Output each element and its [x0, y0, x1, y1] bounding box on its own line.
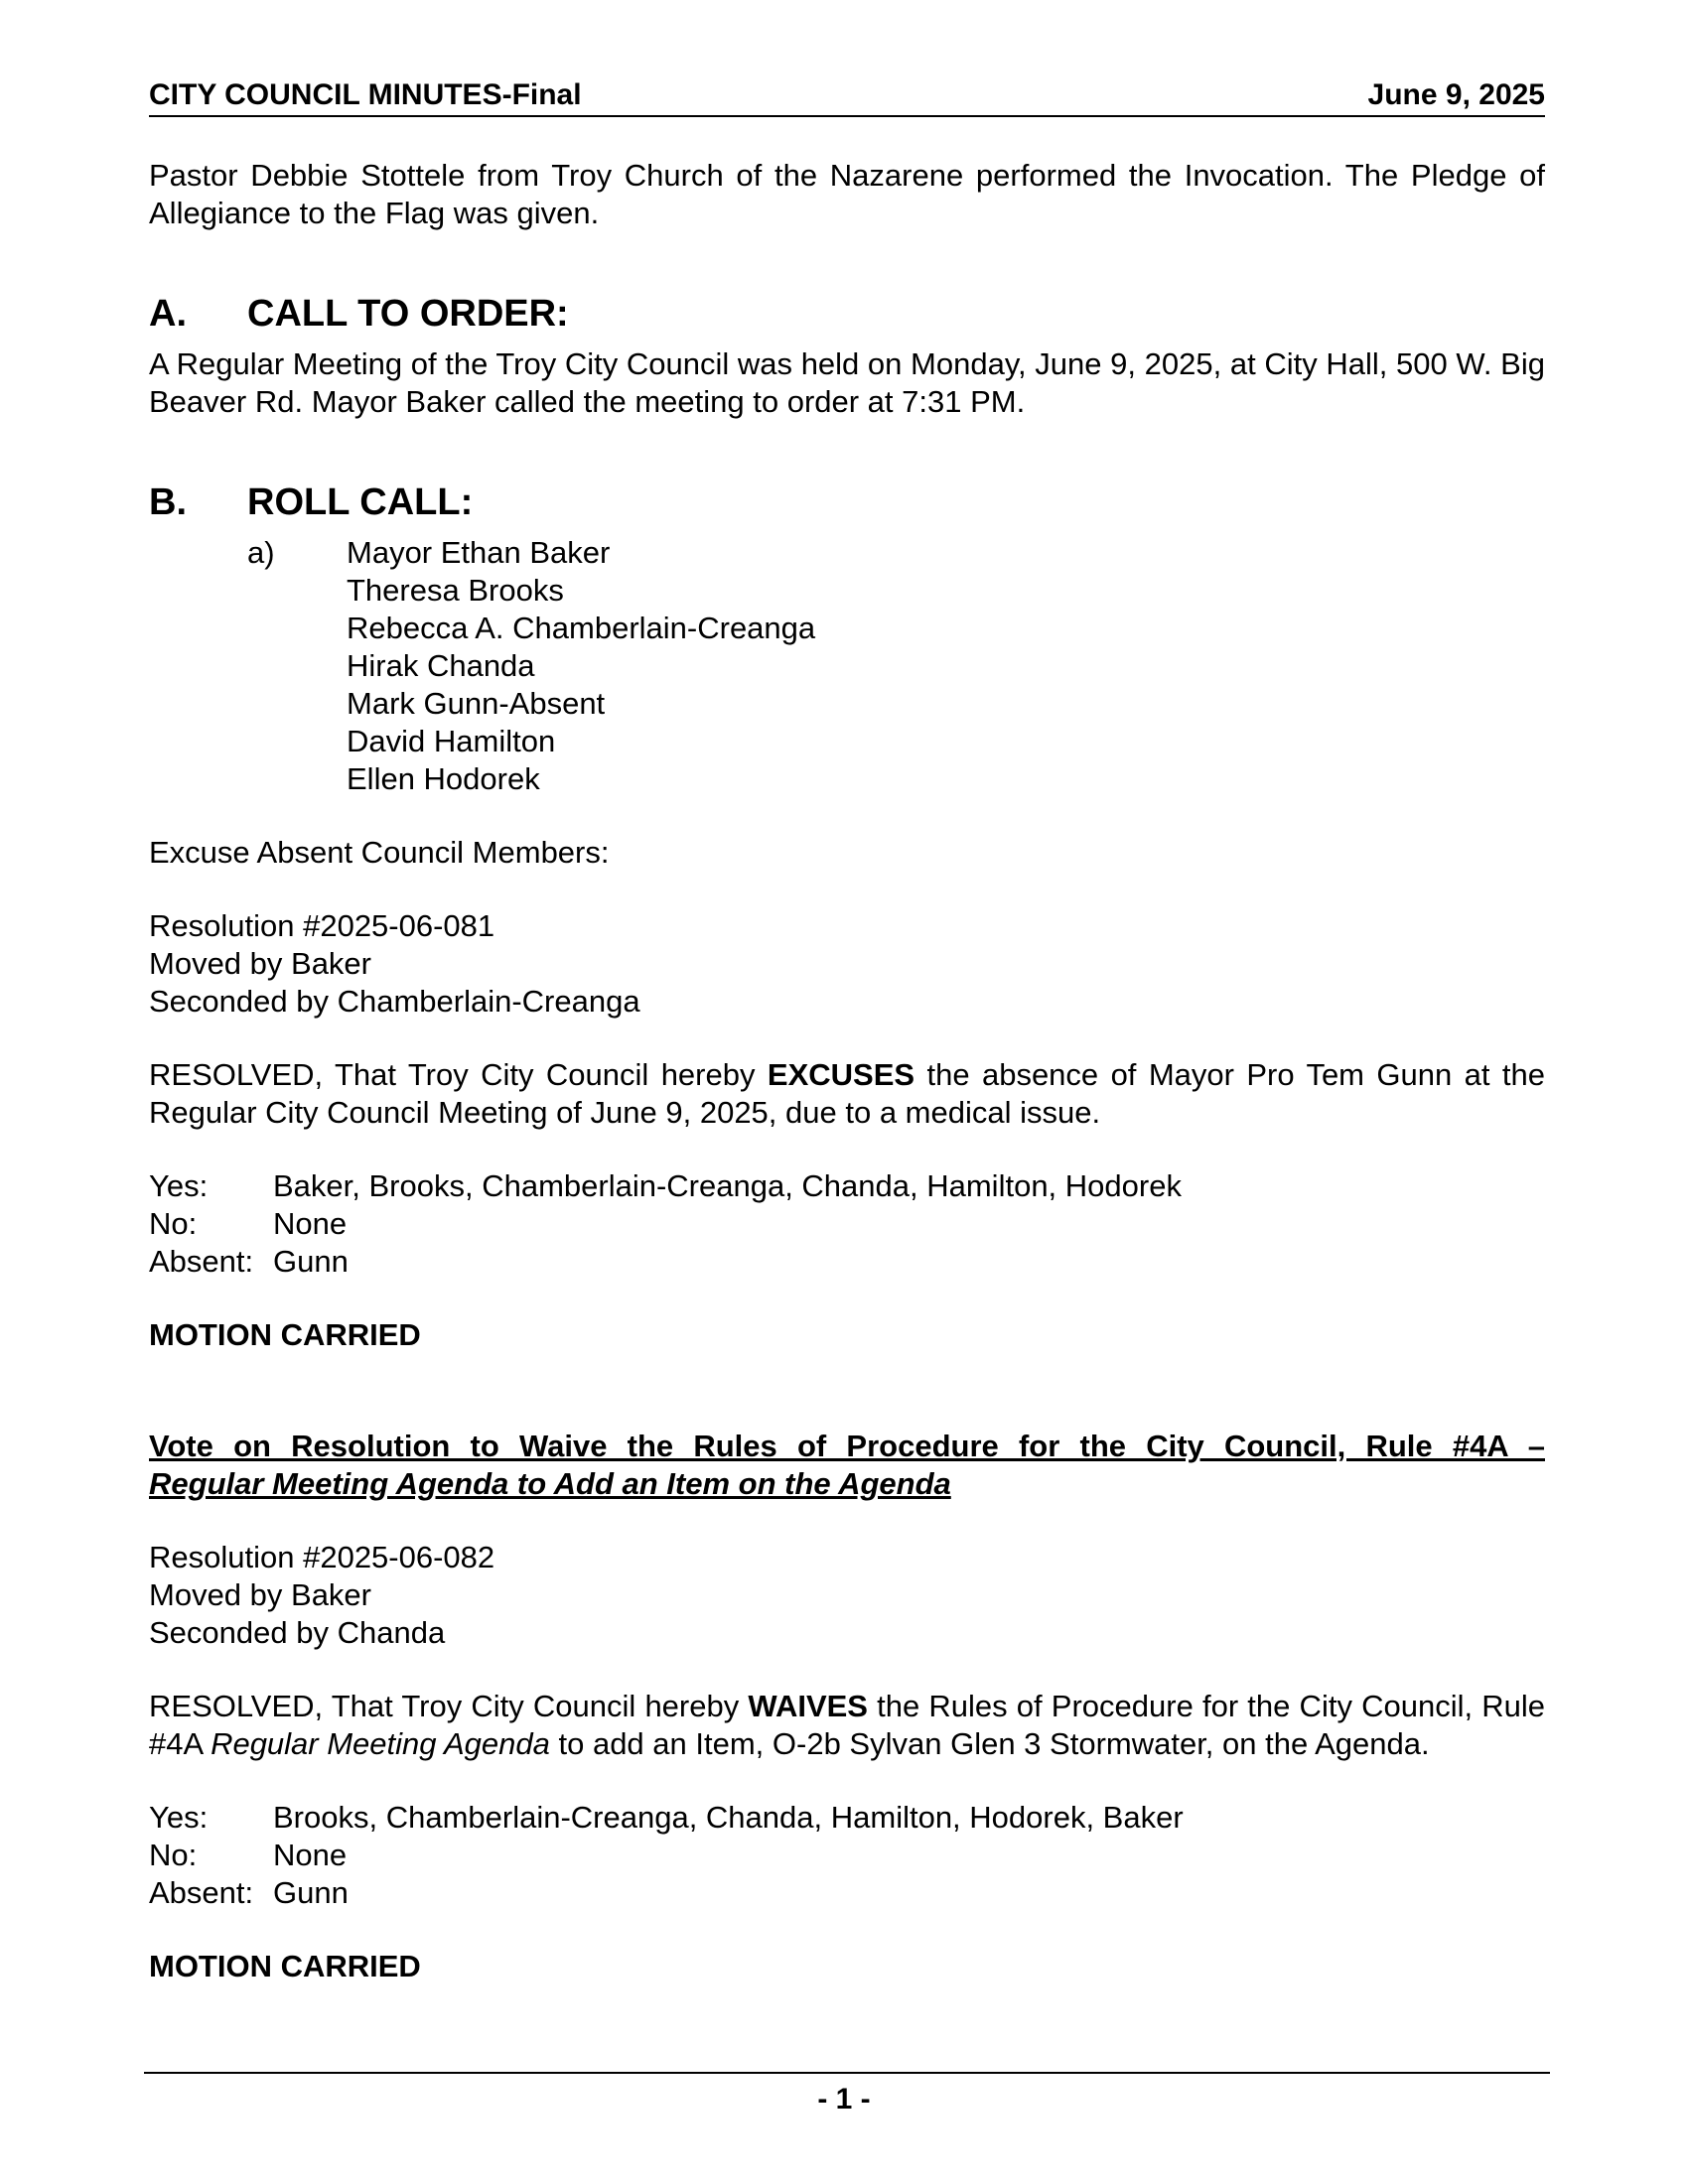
vote-names: Gunn	[273, 1244, 349, 1279]
vote-label: Yes:	[149, 1168, 209, 1203]
resolution-text	[149, 1688, 1545, 1763]
vote-label: No:	[149, 1206, 198, 1241]
resolution-text-end: to add an Item, O-2b Sylvan Glen 3 Stormwater, on the Agenda.	[549, 1726, 1430, 1761]
resolution-text-end: the absence of Mayor Pro Tem Gunn at the Regular City Council Meeting of June 9, 2025, due to a medical issue.	[149, 1057, 1545, 1130]
moved-by: Moved by Baker	[149, 1577, 371, 1612]
roll-call-label: a)	[247, 535, 275, 570]
resolution-number: Resolution #2025-06-082	[149, 1540, 495, 1574]
vote-label: Yes:	[149, 1800, 209, 1835]
page-number: - 1 -	[817, 2083, 871, 2116]
vote-names: Baker, Brooks, Chamberlain-Creanga, Chanda, Hamilton, Hodorek	[273, 1168, 1182, 1203]
vote-no	[149, 1205, 1545, 1243]
resolution-text-start: RESOLVED, That Troy City Council hereby	[149, 1689, 749, 1723]
excuse-heading: Excuse Absent Council Members:	[149, 835, 610, 870]
vote-absent	[149, 1874, 1545, 1912]
roll-member: Rebecca A. Chamberlain-Creanga	[347, 611, 816, 645]
seconded-by: Seconded by Chamberlain-Creanga	[149, 984, 640, 1019]
roll-member: Hirak Chanda	[347, 648, 535, 683]
resolution-text	[149, 1056, 1545, 1132]
resolution-number: Resolution #2025-06-081	[149, 908, 495, 943]
section-a-heading	[149, 292, 1545, 336]
section-title: ROLL CALL:	[247, 481, 474, 523]
vote-absent	[149, 1243, 1545, 1281]
vote-names: Brooks, Chamberlain-Creanga, Chanda, Hamilton, Hodorek, Baker	[273, 1800, 1184, 1835]
resolution-action: WAIVES	[748, 1689, 868, 1723]
section-letter: B.	[149, 481, 187, 523]
seconded-by: Seconded by Chanda	[149, 1615, 446, 1650]
page-header	[149, 77, 1545, 117]
vote-label: Absent:	[149, 1244, 254, 1279]
minutes-page	[149, 77, 1545, 1985]
vote-yes	[149, 1167, 1545, 1205]
roll-member: Mayor Ethan Baker	[347, 535, 611, 570]
moved-by: Moved by Baker	[149, 946, 371, 981]
section-title: CALL TO ORDER:	[247, 293, 569, 335]
resolution-text-start: RESOLVED, That Troy City Council hereby	[149, 1057, 768, 1092]
resolution-text-mid: the Rules of Procedure for the City Council, Rule #4A	[149, 1689, 1546, 1761]
resolution-action: EXCUSES	[767, 1057, 915, 1092]
vote-names: Gunn	[273, 1875, 349, 1910]
vote-label: No:	[149, 1838, 198, 1872]
roll-member: Theresa Brooks	[347, 573, 564, 608]
vote-heading-line1: Vote on Resolution to Waive the Rules of Procedure for the City Council, Rule #4A –	[149, 1429, 1545, 1463]
resolution-text-italic: Regular Meeting Agenda	[211, 1726, 550, 1761]
vote-yes	[149, 1799, 1545, 1837]
roll-member: Mark Gunn-Absent	[347, 686, 606, 721]
motion-result: MOTION CARRIED	[149, 1949, 421, 1983]
call-to-order-paragraph: A Regular Meeting of the Troy City Council was held on Monday, June 9, 2025, at City Hall, 500 W. Big Beaver Rd. Mayor Baker called the meeting to order at 7:31 PM.	[149, 346, 1545, 419]
motion-result: MOTION CARRIED	[149, 1317, 421, 1352]
vote-label: Absent:	[149, 1875, 254, 1910]
section-letter: A.	[149, 293, 187, 335]
section-b-heading	[149, 480, 1545, 524]
header-date: June 9, 2025	[1367, 78, 1545, 111]
vote-heading-line2: Regular Meeting Agenda to Add an Item on the Agenda	[149, 1466, 951, 1501]
invocation-paragraph: Pastor Debbie Stottele from Troy Church of the Nazarene performed the Invocation. The Pledge of Allegiance to the Flag was given.	[149, 158, 1545, 230]
vote-no	[149, 1837, 1545, 1874]
header-title: CITY COUNCIL MINUTES-Final	[149, 78, 582, 111]
vote-names: None	[273, 1206, 348, 1241]
roll-member: David Hamilton	[347, 724, 556, 758]
vote-names: None	[273, 1838, 348, 1872]
roll-member: Ellen Hodorek	[347, 761, 540, 796]
roll-call-list	[149, 534, 1545, 798]
footer-rule	[144, 2072, 1550, 2074]
